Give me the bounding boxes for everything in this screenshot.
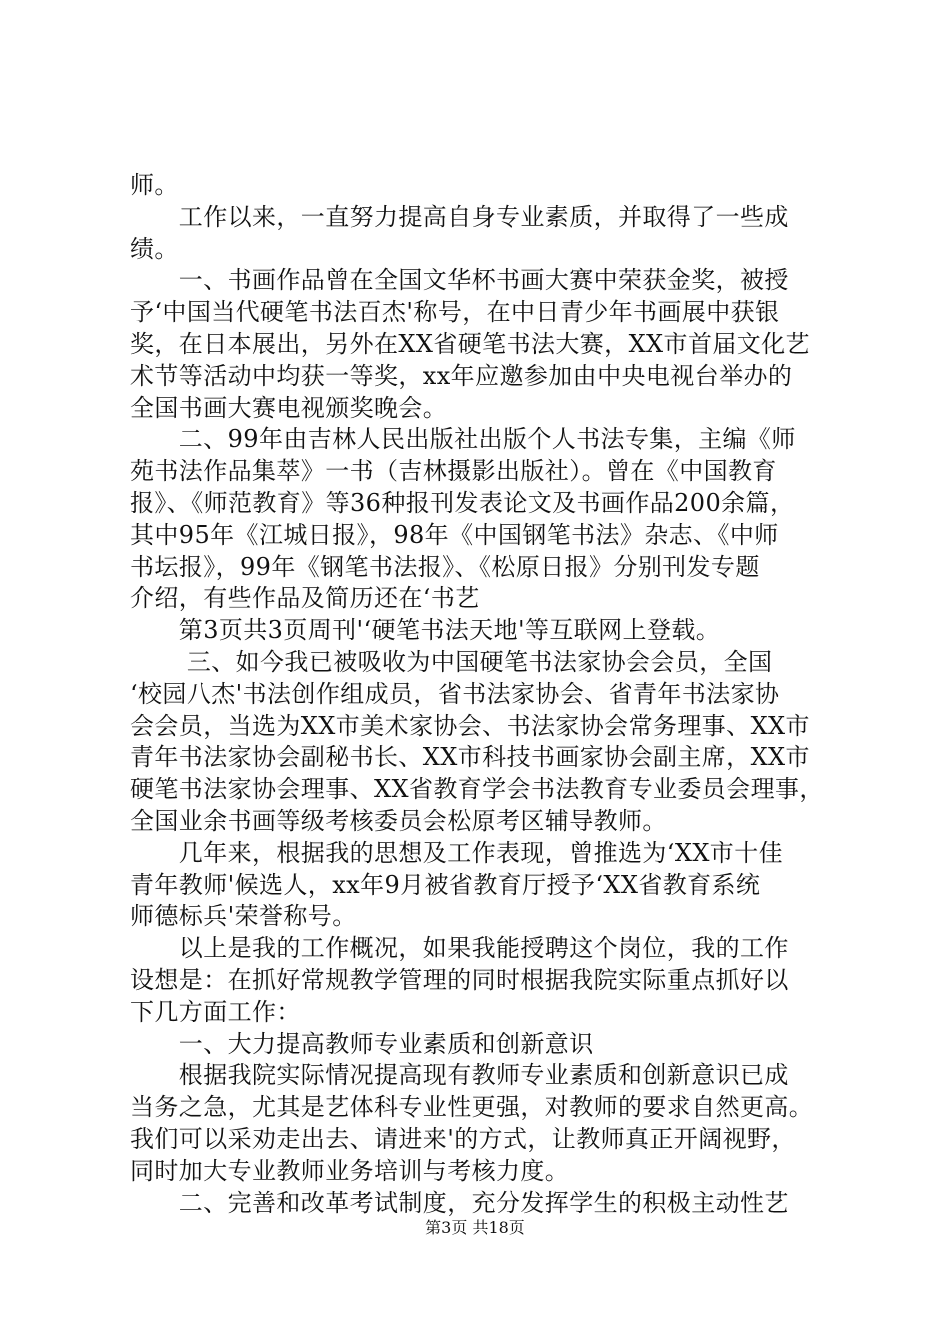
text-line: 二、完善和改革考试制度，充分发挥学生的积极主动性艺 <box>130 1188 789 1217</box>
text-line: 绩。 <box>130 234 179 263</box>
text-line: 设想是：在抓好常规教学管理的同时根据我院实际重点抓好以 <box>130 965 789 994</box>
text-line: 全国书画大赛电视颁奖晚会。 <box>130 393 448 422</box>
text-line: 根据我院实际情况提高现有教师专业素质和创新意识已成 <box>130 1061 789 1090</box>
text-line: 予‘中国当代硬笔书法百杰'称号，在中日青少年书画展中获银 <box>130 298 780 327</box>
text-line: 下几方面工作： <box>130 997 301 1026</box>
text-line: 师。 <box>130 171 179 199</box>
text-line: 工作以来，一直努力提高自身专业素质，并取得了一些成 <box>130 202 789 231</box>
text-line: 一、书画作品曾在全国文华杯书画大赛中荣获金奖，被授 <box>130 266 789 295</box>
text-line: ‘校园八杰'书法创作组成员，省书法家协会、省青年书法家协 <box>130 679 780 708</box>
text-line: 第3页共3页周刊'‘硬笔书法天地'等互联网上登载。 <box>130 616 721 645</box>
text-line: 介绍，有些作品及简历还在‘书艺 <box>130 584 480 613</box>
text-line: 二、99年由吉林人民出版社出版个人书法专集，主编《师 <box>130 425 796 454</box>
text-line: 苑书法作品集萃》一书（吉林摄影出版社）。曾在《中国教育 <box>130 457 777 486</box>
text-line: 书坛报》，99年《钢笔书法报》、《松原日报》分别刊发专题 <box>130 552 760 581</box>
text-line: 报》、《师范教育》等36种报刊发表论文及书画作品200余篇， <box>130 488 795 517</box>
document-body <box>130 170 830 1219</box>
text-line: 全国业余书画等级考核委员会松原考区辅导教师。 <box>130 806 667 835</box>
text-line: 以上是我的工作概况，如果我能授聘这个岗位，我的工作 <box>130 934 789 963</box>
text-line: 我们可以采劝走出去、请进来'的方式，让教师真正开阔视野， <box>130 1124 796 1153</box>
text-line: 三、如今我已被吸收为中国硬笔书法家协会会员，全国 <box>130 647 773 676</box>
text-line: 硬笔书法家协会理事、XX省教育学会书法教育专业委员会理事， <box>130 775 824 804</box>
text-line: 一、大力提高教师专业素质和创新意识 <box>130 1029 594 1058</box>
text-line: 其中95年《江城日报》，98年《中国钢笔书法》杂志、《中师 <box>130 520 779 549</box>
text-line: 同时加大专业教师业务培训与考核力度。 <box>130 1156 570 1185</box>
text-line: 青年书法家协会副秘书长、XX市科技书画家协会副主席，XX市 <box>130 743 810 772</box>
text-line: 术节等活动中均获一等奖，xx年应邀参加由中央电视台举办的 <box>130 361 793 390</box>
text-line: 当务之急，尤其是艺体科专业性更强，对教师的要求自然更高。 <box>130 1093 814 1122</box>
text-line: 奖，在日本展出，另外在XX省硬笔书法大赛，XX市首届文化艺 <box>130 329 810 358</box>
text-line: 师德标兵'荣誉称号。 <box>130 902 357 931</box>
text-line: 青年教师'候选人，xx年9月被省教育厅授予‘XX省教育系统 <box>130 870 761 899</box>
text-line: 会会员，当选为XX市美术家协会、书法家协会常务理事、XX市 <box>130 711 810 740</box>
page-footer: 第3页 共18页 <box>425 1218 525 1237</box>
text-line: 几年来，根据我的思想及工作表现，曾推选为‘XX市十佳 <box>130 838 783 867</box>
